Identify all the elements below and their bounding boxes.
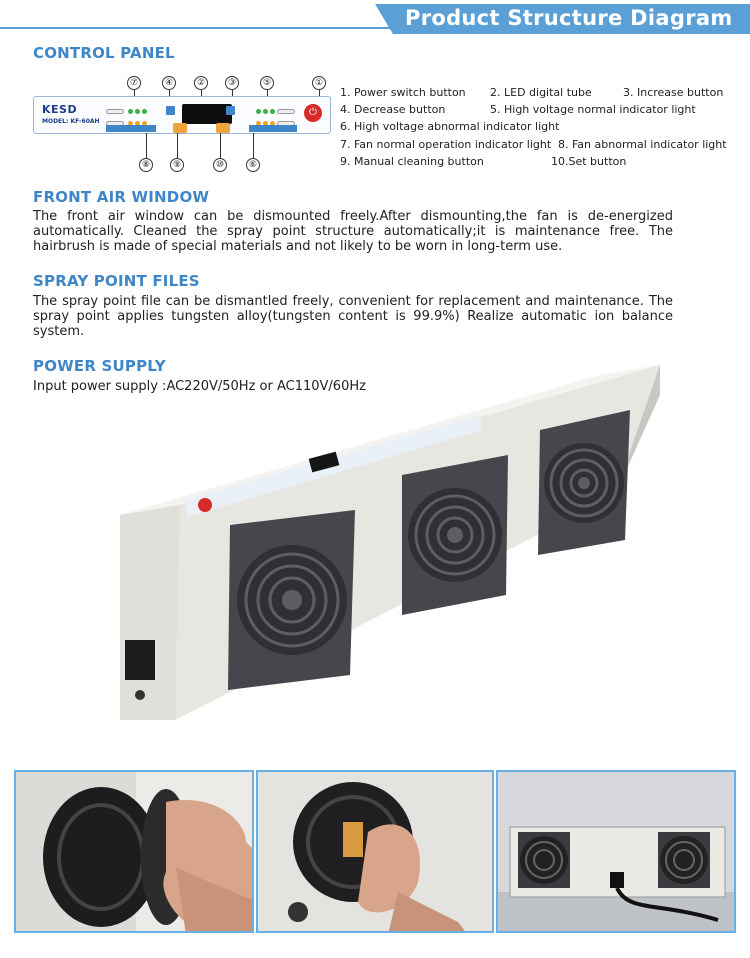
- hv-group-bar: [249, 125, 297, 132]
- photo-device-front-view: [496, 770, 736, 933]
- photo-removing-air-window-image: [16, 772, 254, 933]
- marker-3: ③: [225, 76, 239, 90]
- leader-line: [220, 133, 221, 159]
- photo-device-front-view-image: [498, 772, 736, 933]
- set-button[interactable]: [216, 123, 230, 133]
- hv-normal-led: [256, 109, 261, 114]
- fan-normal-led: [128, 109, 133, 114]
- power-socket: [125, 640, 155, 680]
- fan-normal-led: [135, 109, 140, 114]
- marker-10: ⑩: [213, 158, 227, 172]
- increase-button[interactable]: [226, 106, 235, 115]
- front-air-window-text: The front air window can be dismounted freely.After dismounting,the fan is de-energized automatically. Cleaned the spray point structure automatically;it is maintenance free. The hairbrush is made of special materials and not likely to be worn in long-term use.: [33, 209, 673, 254]
- legend-item-7: 7. Fan normal operation indicator light: [340, 138, 552, 151]
- panel-model-label: MODEL: KF-60AH: [42, 118, 100, 125]
- fan-window: [402, 455, 508, 615]
- hv-label-pill: [277, 109, 295, 114]
- page-title: Product Structure Diagram: [405, 6, 733, 30]
- hv-normal-led: [263, 109, 268, 114]
- led-digital-tube: [182, 104, 232, 124]
- legend-item-5: 5. High voltage normal indicator light: [490, 103, 696, 116]
- fan-window: [538, 410, 630, 555]
- power-supply-heading: POWER SUPPLY: [33, 357, 166, 375]
- control-panel-diagram: [33, 96, 331, 134]
- legend-item-6: 6. High voltage abnormal indicator light: [340, 120, 560, 133]
- photo-removing-air-window: [14, 770, 254, 933]
- fan-label-pill: [106, 109, 124, 114]
- power-supply-text: Input power supply :AC220V/50Hz or AC110V/60Hz: [33, 379, 366, 394]
- ionizer-device-image: [110, 355, 670, 735]
- legend-item-1: 1. Power switch button: [340, 86, 466, 99]
- marker-8: ⑧: [139, 158, 153, 172]
- fan-group-bar: [106, 125, 156, 132]
- ground-terminal: [135, 690, 145, 700]
- legend-item-3: 3. Increase button: [623, 86, 724, 99]
- front-air-window-heading: FRONT AIR WINDOW: [33, 188, 210, 206]
- marker-6: ⑥: [246, 158, 260, 172]
- legend-item-10: 10.Set button: [551, 155, 627, 168]
- spray-point-files-heading: SPRAY POINT FILES: [33, 272, 200, 290]
- photo-spray-point-removal: [256, 770, 494, 933]
- marker-7: ⑦: [127, 76, 141, 90]
- banner-rule: [0, 27, 390, 29]
- panel-brand-logo: KESD: [42, 103, 78, 116]
- leader-line: [253, 133, 254, 159]
- device-power-button: [198, 498, 212, 512]
- hv-normal-led: [270, 109, 275, 114]
- marker-5: ⑤: [260, 76, 274, 90]
- fan-window: [228, 510, 355, 690]
- power-switch-button[interactable]: ⏻: [304, 104, 322, 122]
- marker-1: ①: [312, 76, 326, 90]
- legend-item-9: 9. Manual cleaning button: [340, 155, 484, 168]
- decrease-button[interactable]: [166, 106, 175, 115]
- marker-2: ②: [194, 76, 208, 90]
- marker-4: ④: [162, 76, 176, 90]
- legend-item-8: 8. Fan abnormal indicator light: [558, 138, 727, 151]
- legend-item-2: 2. LED digital tube: [490, 86, 592, 99]
- photo-spray-point-removal-image: [258, 772, 494, 933]
- fan-normal-led: [142, 109, 147, 114]
- manual-cleaning-button[interactable]: [173, 123, 187, 133]
- marker-9: ⑨: [170, 158, 184, 172]
- leader-line: [177, 133, 178, 159]
- spray-point-files-text: The spray point file can be dismantled freely, convenient for replacement and maintenance. The spray point applies tungsten alloy(tungsten content is 99.9%) Realize automatic ion balance system.: [33, 294, 673, 339]
- control-panel-heading: CONTROL PANEL: [33, 44, 175, 62]
- leader-line: [146, 133, 147, 159]
- title-banner: [375, 4, 750, 34]
- legend-item-4: 4. Decrease button: [340, 103, 446, 116]
